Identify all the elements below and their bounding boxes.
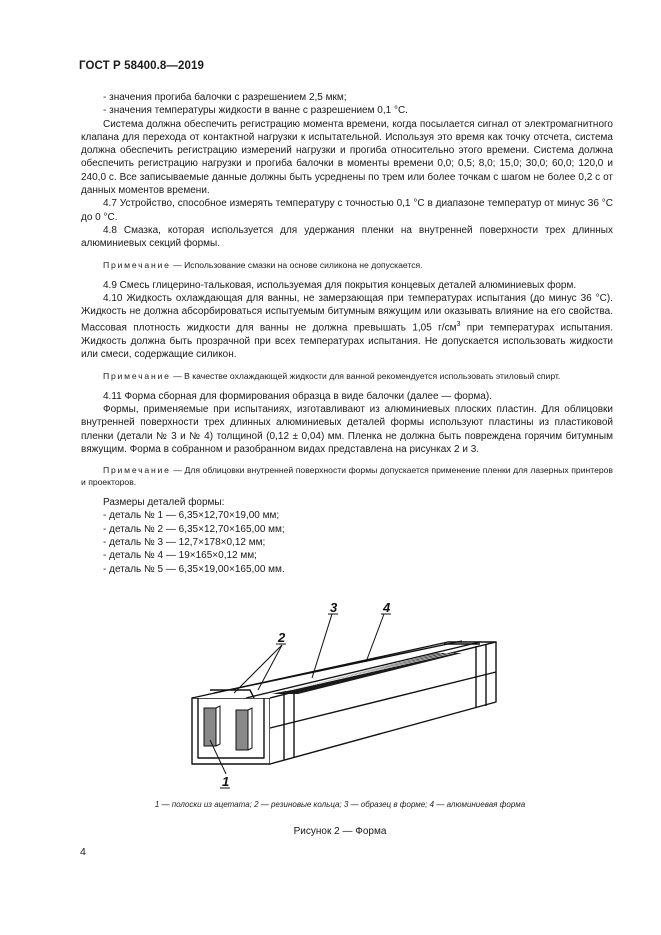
mold-drawing xyxy=(180,598,520,798)
figure-caption: 1 — полоски из ацетата; 2 — резиновые кольца; 3 — образец в форме; 4 — алюминиевая форма xyxy=(154,800,526,809)
list-item: - значения температуры жидкости в ванне с разрешением 0,1 °С. xyxy=(103,105,408,117)
note: Примечание — В качестве охлаждающей жидкости для ванной рекомендуется использовать этиловый спирт. xyxy=(103,370,561,381)
document-header: ГОСТ Р 58400.8—2019 xyxy=(79,60,204,72)
note: Примечание — Использование смазки на основе силикона не допускается. xyxy=(103,259,423,270)
list-item: - деталь № 3 — 12,7×178×0,12 мм; xyxy=(103,537,266,549)
figure-label-3: 3 xyxy=(330,600,338,615)
note: Примечание — Для облицовки внутренней поверхности формы допускается применение пленки для лазерных принтеров и проекторов. xyxy=(81,465,613,488)
paragraph: Формы, применяемые при испытаниях, изготавливают из алюминиевых плоских пластин. Для облицовки внутренней поверхности трех длинных алюминиевых деталей формы используют пластины из пластиковой пленки (детали № 3 и № 4) толщиной (0,12 ± 0,04) мм. Пленка не должна быть повреждена горячим битумным вяжущим. Форма в собранном и разобранном видах представлена на рисунках 2 и 3. xyxy=(81,403,613,455)
list-item: - деталь № 4 — 19×165×0,12 мм; xyxy=(103,550,257,562)
paragraph-4-11: 4.11 Форма сборная для формирования образца в виде балочки (далее — форма). xyxy=(103,390,492,402)
note-label: Примечание xyxy=(103,259,171,270)
note-label: Примечание xyxy=(103,370,171,381)
figure-label-4: 4 xyxy=(383,600,391,615)
figure-title: Рисунок 2 — Форма xyxy=(293,826,387,837)
acetate-strip xyxy=(236,710,248,750)
leader-line-4 xyxy=(366,614,384,662)
sizes-title: Размеры деталей формы: xyxy=(103,497,225,509)
paragraph-4-9: 4.9 Смесь глицерино-тальковая, используемая для покрытия концевых деталей алюминиевых форм. xyxy=(103,279,577,291)
list-item: - значения прогиба балочки с разрешением 2,5 мкм; xyxy=(103,92,347,103)
paragraph: Система должна обеспечить регистрацию момента времени, когда посылается сигнал от электромагнитного клапана для перехода от контактной нагрузки к испытательной. Используя это время как точку отсчета, система должна обеспечить регистрацию измерений нагрузки и прогиба относительно этого времени. Система должна обеспечить регистрацию нагрузки и прогиба балочки в моменты времени 0,0; 0,5; 8,0; 15,0; 30,0; 60,0; 120,0 и 240,0 с. Все записываемые данные должны быть усреднены по трем или более точкам с шагом не более 0,2 с от данных моментов времени. xyxy=(81,118,613,197)
list-item: - деталь № 1 — 6,35×12,70×19,00 мм; xyxy=(103,510,280,522)
paragraph-4-8: 4.8 Смазка, которая используется для удержания пленки на внутренней поверхности трех длинных алюминиевых секций формы. xyxy=(81,224,613,250)
list-item: - деталь № 5 — 6,35×19,00×165,00 мм. xyxy=(103,563,285,575)
paragraph-4-10: 4.10 Жидкость охлаждающая для ванны, не замерзающая при температурах испытания (до минус 36 °С). Жидкость не должна абсорбироваться испытуемым битумным вяжущим или оказывать влияние на его свойства. Массовая плотность жидкости для ванны не должна превышать 1,05 $г/см^3$ при температурах испытания. Жидкость должна быть прозрачной при всех температурах испытания. Не допускается использовать жидкости или смеси, содержащие силикон. xyxy=(81,292,613,361)
mold-figure xyxy=(180,598,520,798)
paragraph-4-7: 4.7 Устройство, способное измерять температуру с точностью 0,1 °С в диапазоне температур от минус 36 °С до 0 °С. xyxy=(81,198,613,223)
document-body xyxy=(81,91,613,576)
list-item: - деталь № 2 — 6,35×12,70×165,00 мм; xyxy=(103,523,285,535)
figure-label-1: 1 xyxy=(222,774,230,789)
figure-label-2: 2 xyxy=(278,630,286,645)
page-number: 4 xyxy=(80,846,86,858)
note-label: Примечание xyxy=(103,465,171,476)
